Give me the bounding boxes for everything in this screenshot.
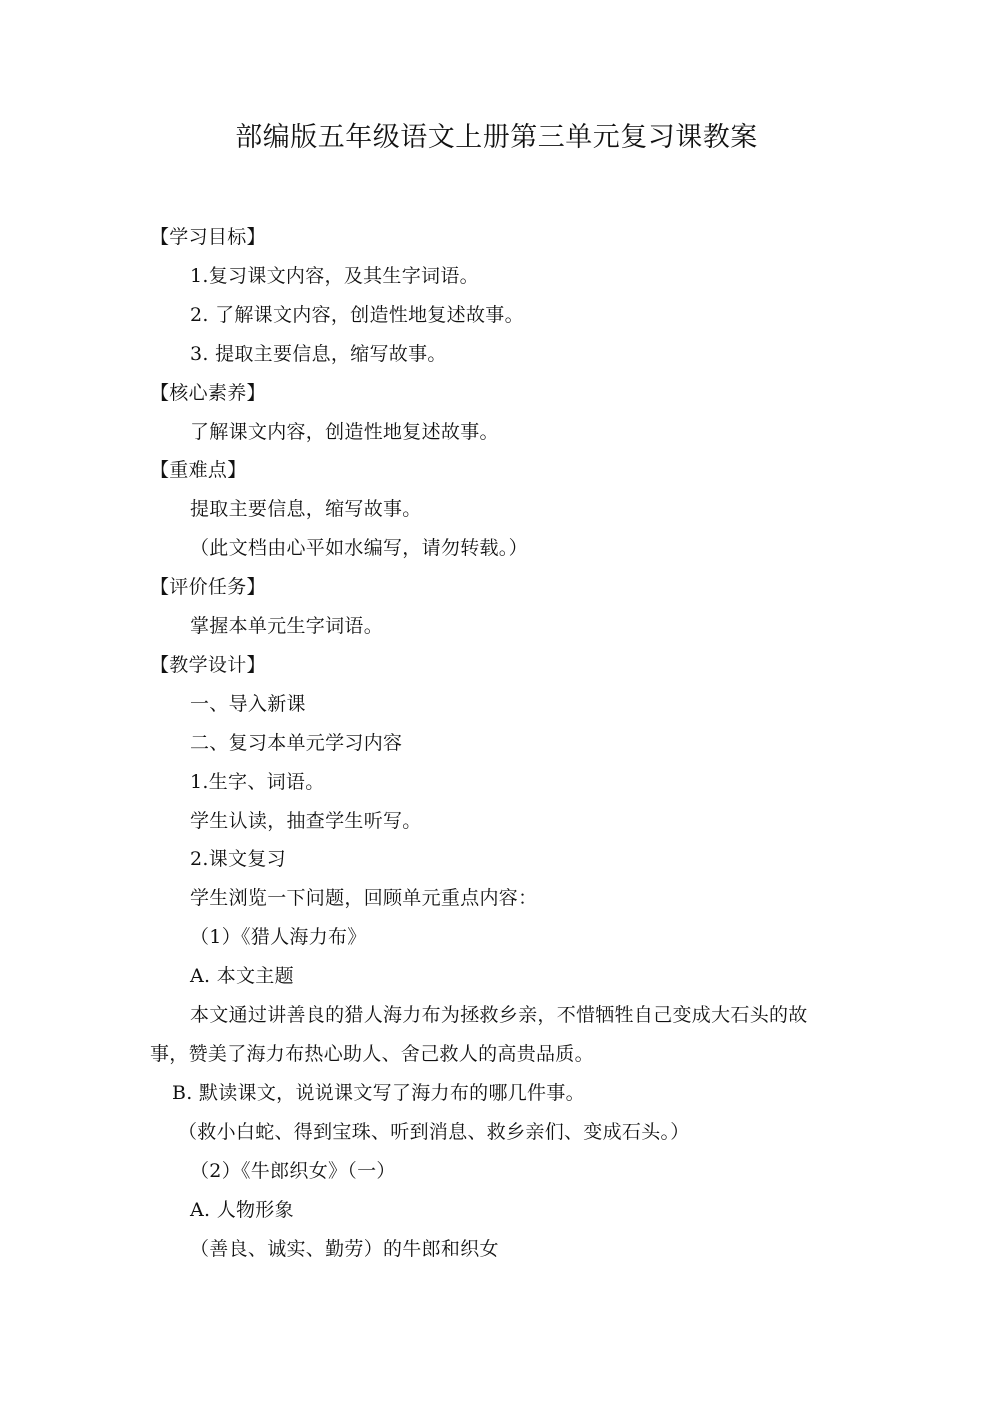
page-title: 部编版五年级语文上册第三单元复习课教案 <box>235 122 758 153</box>
lesson-1-theme-line-1: 本文通过讲善良的猎人海力布为拯救乡亲，不惜牺牲自己变成大石头的故 <box>190 1004 808 1026</box>
lesson-1-point-b: B. 默读课文，说说课文写了海力布的哪几件事。 <box>172 1082 585 1104</box>
key-points-text: 提取主要信息，缩写故事。 <box>190 498 422 520</box>
lesson-2-point-a-text: （善良、诚实、勤劳）的牛郎和织女 <box>190 1238 499 1260</box>
section-heading-learning-goals: 【学习目标】 <box>150 226 266 248</box>
lesson-2-title: （2）《牛郎织女》（一） <box>190 1160 396 1182</box>
lesson-1-theme-line-2: 事，赞美了海力布热心助人、舍己救人的高贵品质。 <box>150 1043 594 1065</box>
section-heading-core-literacy: 【核心素养】 <box>150 382 266 404</box>
core-literacy-text: 了解课文内容，创造性地复述故事。 <box>190 421 499 443</box>
review-item-1-text: 学生认读，抽查学生听写。 <box>190 810 422 832</box>
review-item-2-text: 学生浏览一下问题，回顾单元重点内容： <box>190 887 538 909</box>
lesson-1-point-a: A. 本文主题 <box>190 965 294 987</box>
review-item-1: 1.生字、词语。 <box>190 771 325 793</box>
goal-item-3: 3. 提取主要信息，缩写故事。 <box>190 343 447 365</box>
section-heading-key-points: 【重难点】 <box>150 459 247 481</box>
lesson-1-title: （1）《猎人海力布》 <box>190 926 367 948</box>
section-heading-teaching-design: 【教学设计】 <box>150 654 266 676</box>
review-item-2: 2.课文复习 <box>190 848 286 870</box>
section-heading-evaluation: 【评价任务】 <box>150 576 266 598</box>
copyright-note: （此文档由心平如水编写，请勿转载。） <box>190 537 528 559</box>
goal-item-2: 2. 了解课文内容，创造性地复述故事。 <box>190 304 524 326</box>
design-step-2: 二、复习本单元学习内容 <box>190 732 403 754</box>
evaluation-text: 掌握本单元生字词语。 <box>190 615 384 637</box>
lesson-2-point-a: A. 人物形象 <box>190 1199 294 1221</box>
goal-item-1: 1.复习课文内容，及其生字词语。 <box>190 265 479 287</box>
lesson-1-point-b-answer: （救小白蛇、得到宝珠、听到消息、救乡亲们、变成石头。） <box>178 1121 690 1143</box>
design-step-1: 一、导入新课 <box>190 693 306 715</box>
